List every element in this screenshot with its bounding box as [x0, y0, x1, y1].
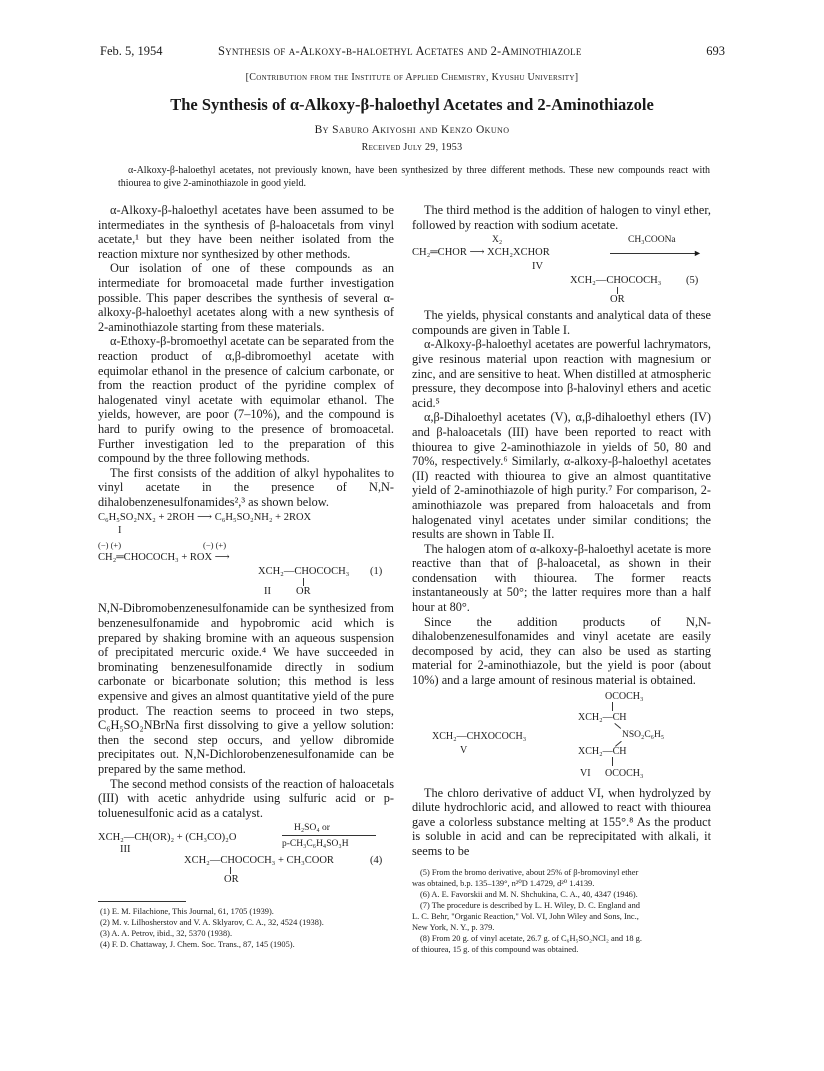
bond-line [612, 757, 613, 766]
paragraph: The first consists of the addition of alkyl hypohalites to vinyl acetate in the presence of N,N-dihalobenzenesulfonamides²,³ as shown below. [98, 465, 394, 509]
footnote: (5) From the bromo derivative, about 25% of β-bromovinyl ether [420, 868, 639, 877]
structure-line: NSO₂C₆H₅ [622, 729, 665, 740]
equation-line: XCH₂—CH(OR)₂ + (CH₃CO)₂O [98, 832, 237, 844]
header-page-number: 693 [706, 44, 725, 58]
equation-4 [98, 822, 394, 886]
substituent: OCOCH₃ [605, 690, 644, 702]
footnote: (2) M. v. Lilhosherstov and V. A. Sklyarov, C. A., 32, 4524 (1938). [100, 918, 324, 927]
contribution-line: [Contribution from the Institute of Applied Chemistry, Kyushu University] [245, 72, 579, 83]
equation-line: CH₂═CHOR ⟶ XCH₂XCHOR [412, 247, 550, 259]
paragraph: α,β-Dihaloethyl acetates (V), α,β-dihaloethyl ethers (IV) and β-haloacetals (III) have been reported to react with thiourea to give 2-aminothiazole in yields of 50, 80 and 70%, respectively.⁶ Similarly, α-alkoxy-β-haloethyl acetates (II) reacted with thiourea to give an almost quantitative yield of 2-aminothiazole of high purity.⁷ For comparison, 2-aminothiazole was prepared from haloacetals and from halogenated vinyl acetates under similar conditions; the results are shown in Table II. [412, 410, 711, 542]
footnotes-left [100, 906, 396, 950]
footnote: (3) A. A. Petrov, ibid., 32, 5370 (1938). [100, 929, 233, 938]
catalyst-label: p-CH₃C₆H₄SO₃H [282, 839, 349, 850]
footnote: of thiourea, 15 g. of this compound was obtained. [412, 945, 579, 954]
running-header [0, 44, 824, 62]
paragraph: The second method consists of the reaction of haloacetals (III) with acetic anhydride using sulfuric acid or p-toluenesulfonic acid as a catalyst. [98, 776, 394, 820]
structure-line: XCH₂—CH [578, 745, 627, 757]
compound-number: III [120, 844, 131, 856]
right-column [412, 203, 711, 859]
paragraph: N,N-Dibromobenzenesulfonamide can be synthesized from benzenesulfonamide and hypobromic acid which is prepared by shaking bromine with an aqueous suspension of precipitated mercuric oxide.⁴ We have succeeded in brominating benzenesulfonamide directly in sodium carbonate or bicarbonate solution; this method is less expensive and gives an almost quantitative yield of the pure product. The reaction seems to proceed in two steps, C₆H₅SO₂NBrNa first dissolving to give a yellow solution: then the second step occurs, and yellow dibromide precipitates out. N,N-Dichlorobenzenesulfonamide can be prepared by the same method. [98, 601, 394, 776]
substituent: OCOCH₃ [605, 767, 644, 779]
footnote: New York, N. Y., p. 379. [412, 923, 495, 932]
arrow-head: ► [693, 248, 702, 259]
paragraph: α-Ethoxy-β-bromoethyl acetate can be separated from the reaction product of α,β-dibromoethyl acetate with equimolar ethanol in the presence of calcium carbonate, or from the reaction product of the pyridine complex of halogenated vinyl acetate with equimolar ethanol. The yields, however, are poor (7–10%), and the compound is hard to purify owing to the presence of bromoacetal. Further investigation led to the preparation of this compound by the three following methods. [98, 334, 394, 466]
charge-label: (−) (+) [98, 540, 122, 551]
equation-line: CH₂═CHOCOCH₃ + ROX ⟶ [98, 552, 230, 564]
equation-tag: (1) [370, 566, 383, 578]
equation-line: XCH₂—CHOCOCH₃ + CH₃COOR [184, 855, 334, 867]
reaction-arrow [610, 253, 696, 254]
reagent-label: X₂ [492, 235, 503, 246]
charge-label: (−) (+) [203, 540, 227, 551]
equation-1 [98, 509, 394, 601]
equation-line: C₆H₅SO₂NX₂ + 2ROH ⟶ C₆H₅SO₂NH₂ + 2ROX [98, 512, 312, 524]
footnote: (1) E. M. Filachione, This Journal, 61, 1705 (1939). [100, 907, 274, 916]
paragraph: The third method is the addition of halogen to vinyl ether, followed by reaction with sodium acetate. [412, 203, 711, 232]
substituent: OR [610, 294, 625, 306]
footnote: L. C. Behr, "Organic Reaction," Vol. VI, John Wiley and Sons, Inc., [412, 912, 639, 921]
compound-number: V [460, 744, 468, 756]
abstract: α-Alkoxy-β-haloethyl acetates, not previously known, have been synthesized by three different methods. These new compounds react with thiourea to give 2-aminothiazole in good yield. [118, 165, 710, 189]
paragraph: Since the addition products of N,N-dihalobenzenesulfonamides and vinyl acetate are easily decomposed by acid, they can also be used as starting material for 2-aminothiazole, but the yield is poor (about 10%) and a large amount of resinous material is obtained. [412, 614, 711, 688]
paragraph: α-Alkoxy-β-haloethyl acetates have been assumed to be intermediates in the synthesis of β-haloacetals from vinyl acetate,¹ but they have been neither isolated from the reaction mixture nor synthesized by other methods. [98, 203, 394, 261]
header-date: Feb. 5, 1954 [100, 44, 163, 58]
equation-line: XCH₂—CHOCOCH₃ [258, 566, 350, 578]
footnote: was obtained, b.p. 135–139°, n²⁰D 1.4729, d²⁰ 1.4139. [412, 879, 595, 888]
left-column [98, 203, 394, 886]
equation-5 [412, 232, 711, 308]
header-running-title: Synthesis of α-Alkoxy-β-haloethyl Acetates and 2-Aminothiazole [218, 44, 582, 58]
footnote: (6) A. E. Favorskii and M. N. Shchukina, C. A., 40, 4347 (1946). [420, 890, 638, 899]
footnote: (7) The procedure is described by L. H. Wiley, D. C. England and [420, 901, 640, 910]
equation-tag: (5) [686, 275, 699, 287]
compound-number: IV [532, 261, 544, 273]
structure-v: XCH₂—CHXOCOCH₃ [432, 730, 527, 742]
structure-line: XCH₂—CH [578, 711, 627, 723]
bond-line [612, 702, 613, 711]
reagent-label: CH₃COONa [628, 235, 676, 246]
footnote-rule-left [98, 901, 186, 902]
paragraph: The yields, physical constants and analytical data of these compounds are given in Table I. [412, 308, 711, 337]
footnote: (8) From 20 g. of vinyl acetate, 26.7 g. of C₆H₅SO₂NCl₂ and 18 g. [420, 934, 642, 943]
equation-tag: (4) [370, 855, 383, 867]
authors: By Saburo Akiyoshi and Kenzo Okuno [314, 124, 510, 136]
catalyst-label: H₂SO₄ or [294, 823, 330, 834]
compound-number: II [264, 586, 271, 598]
reaction-arrow [282, 835, 376, 836]
footnote: (4) F. D. Chattaway, J. Chem. Soc. Trans., 87, 145 (1905). [100, 940, 295, 949]
paragraph: Our isolation of one of these compounds as an intermediate for bromoacetal made further investigation possible. This paper describes the synthesis of several α-alkoxy-β-haloethyl acetates along with a new synthesis of 2-aminothiazole starting from these materials. [98, 261, 394, 334]
compound-number: I [118, 525, 122, 537]
paper-title: The Synthesis of α-Alkoxy-β-haloethyl Acetates and 2-Aminothiazole [170, 95, 654, 114]
equation-line: XCH₂—CHOCOCH₃ [570, 275, 662, 287]
substituent: OR [296, 586, 311, 598]
compound-number: VI [580, 767, 591, 779]
footnotes-right [412, 867, 711, 955]
substituent: OR [224, 874, 239, 886]
paragraph: The halogen atom of α-alkoxy-β-haloethyl acetate is more reactive than that of β-haloacetal, as shown in their condensation with thiourea. The former reacts instantaneously at 50°; the latter requires more than a half hour at 80°. [412, 541, 711, 615]
structures-v-vi [412, 690, 711, 786]
paragraph: The chloro derivative of adduct VI, when hydrolyzed by dilute hydrochloric acid, and allowed to react with thiourea gave a colorless substance melting at 155°.⁸ As the product is soluble in acid and can be reprecipitated with alkali, it seems to be [412, 785, 711, 858]
received-date: Received July 29, 1953 [361, 142, 463, 153]
paragraph: α-Alkoxy-β-haloethyl acetates are powerful lachrymators, give resinous material upon reaction with magnesium or zinc, and are sensitive to heat. When distilled at atmospheric pressure, they decompose into β-halovinyl ethers and acetic acid.⁵ [412, 337, 711, 410]
